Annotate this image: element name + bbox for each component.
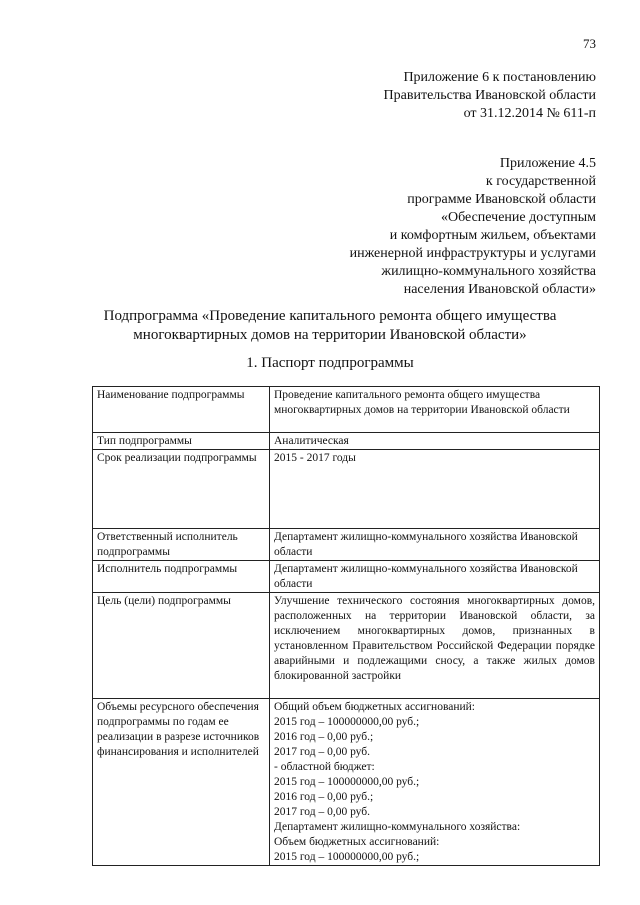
appendix-program-line: «Обеспечение доступным	[440, 210, 596, 225]
appendix-program-line: жилищно-коммунального хозяйства	[381, 264, 596, 279]
appendix-resolution-line: Правительства Ивановской области	[383, 88, 596, 103]
row-label: Тип подпрограммы	[93, 433, 270, 450]
row-label: Цель (цели) подпрограммы	[93, 593, 270, 699]
row-value-funding	[270, 699, 600, 866]
subprogram-title	[60, 307, 600, 345]
funding-line: 2016 год – 0,00 руб.;	[274, 791, 374, 803]
funding-line: 2017 год – 0,00 руб.	[274, 746, 370, 758]
table-row	[93, 387, 600, 433]
funding-line: 2015 год – 100000000,00 руб.;	[274, 716, 420, 728]
row-label: Объемы ресурсного обеспечения подпрограммы по годам ее реализации в разрезе источников финансирования и исполнителей	[93, 699, 270, 866]
table-row	[93, 450, 600, 529]
row-label: Срок реализации подпрограммы	[93, 450, 270, 529]
row-label: Наименование подпрограммы	[93, 387, 270, 433]
row-value: Департамент жилищно-коммунального хозяйства Ивановской области	[270, 561, 600, 593]
row-label: Ответственный исполнитель подпрограммы	[93, 529, 270, 561]
row-value: Проведение капитального ремонта общего имущества многоквартирных домов на территории Ивановской области	[270, 387, 600, 433]
funding-line: 2017 год – 0,00 руб.	[274, 806, 370, 818]
page-number: 73	[583, 36, 596, 51]
row-value: Департамент жилищно-коммунального хозяйства Ивановской области	[270, 529, 600, 561]
appendix-program-reference	[350, 155, 596, 299]
funding-line: 2015 год – 100000000,00 руб.;	[274, 776, 420, 788]
funding-line: - областной бюджет:	[274, 761, 375, 773]
funding-line: Объем бюджетных ассигнований:	[274, 836, 440, 848]
subprogram-title-line: Подпрограмма «Проведение капитального ремонта общего имущества	[103, 308, 557, 324]
table-row	[93, 529, 600, 561]
funding-line: 2015 год – 100000000,00 руб.;	[274, 851, 420, 863]
row-value: 2015 - 2017 годы	[270, 450, 600, 529]
appendix-program-line: к государственной	[485, 174, 596, 189]
subprogram-passport-table	[92, 386, 600, 866]
table-row	[93, 561, 600, 593]
subprogram-title-line: многоквартирных домов на территории Ивановской области»	[133, 327, 527, 343]
appendix-program-line: Приложение 4.5	[499, 156, 596, 171]
appendix-resolution-line: Приложение 6 к постановлению	[403, 70, 596, 85]
appendix-program-line: программе Ивановской области	[407, 192, 596, 207]
appendix-program-line: и комфортным жильем, объектами	[389, 228, 596, 243]
table-row	[93, 433, 600, 450]
table-row	[93, 699, 600, 866]
table-row	[93, 593, 600, 699]
appendix-resolution-line: от 31.12.2014 № 611-п	[463, 106, 596, 121]
row-label: Исполнитель подпрограммы	[93, 561, 270, 593]
funding-line: Департамент жилищно-коммунального хозяйства:	[274, 821, 521, 833]
funding-line: Общий объем бюджетных ассигнований:	[274, 701, 475, 713]
appendix-program-line: населения Ивановской области»	[403, 282, 596, 297]
appendix-program-line: инженерной инфраструктуры и услугами	[349, 246, 596, 261]
appendix-resolution-reference	[384, 69, 596, 123]
section-title: 1. Паспорт подпрограммы	[246, 355, 414, 371]
row-value: Улучшение технического состояния многоквартирных домов, расположенных на территории Ивановской области, за исключением многоквартирных домов, признанных в установленном Правительством Российской Федерации порядке аварийными и подлежащими сносу, а также жилых домов блокированной застройки	[270, 593, 600, 699]
funding-line: 2016 год – 0,00 руб.;	[274, 731, 374, 743]
row-value: Аналитическая	[270, 433, 600, 450]
